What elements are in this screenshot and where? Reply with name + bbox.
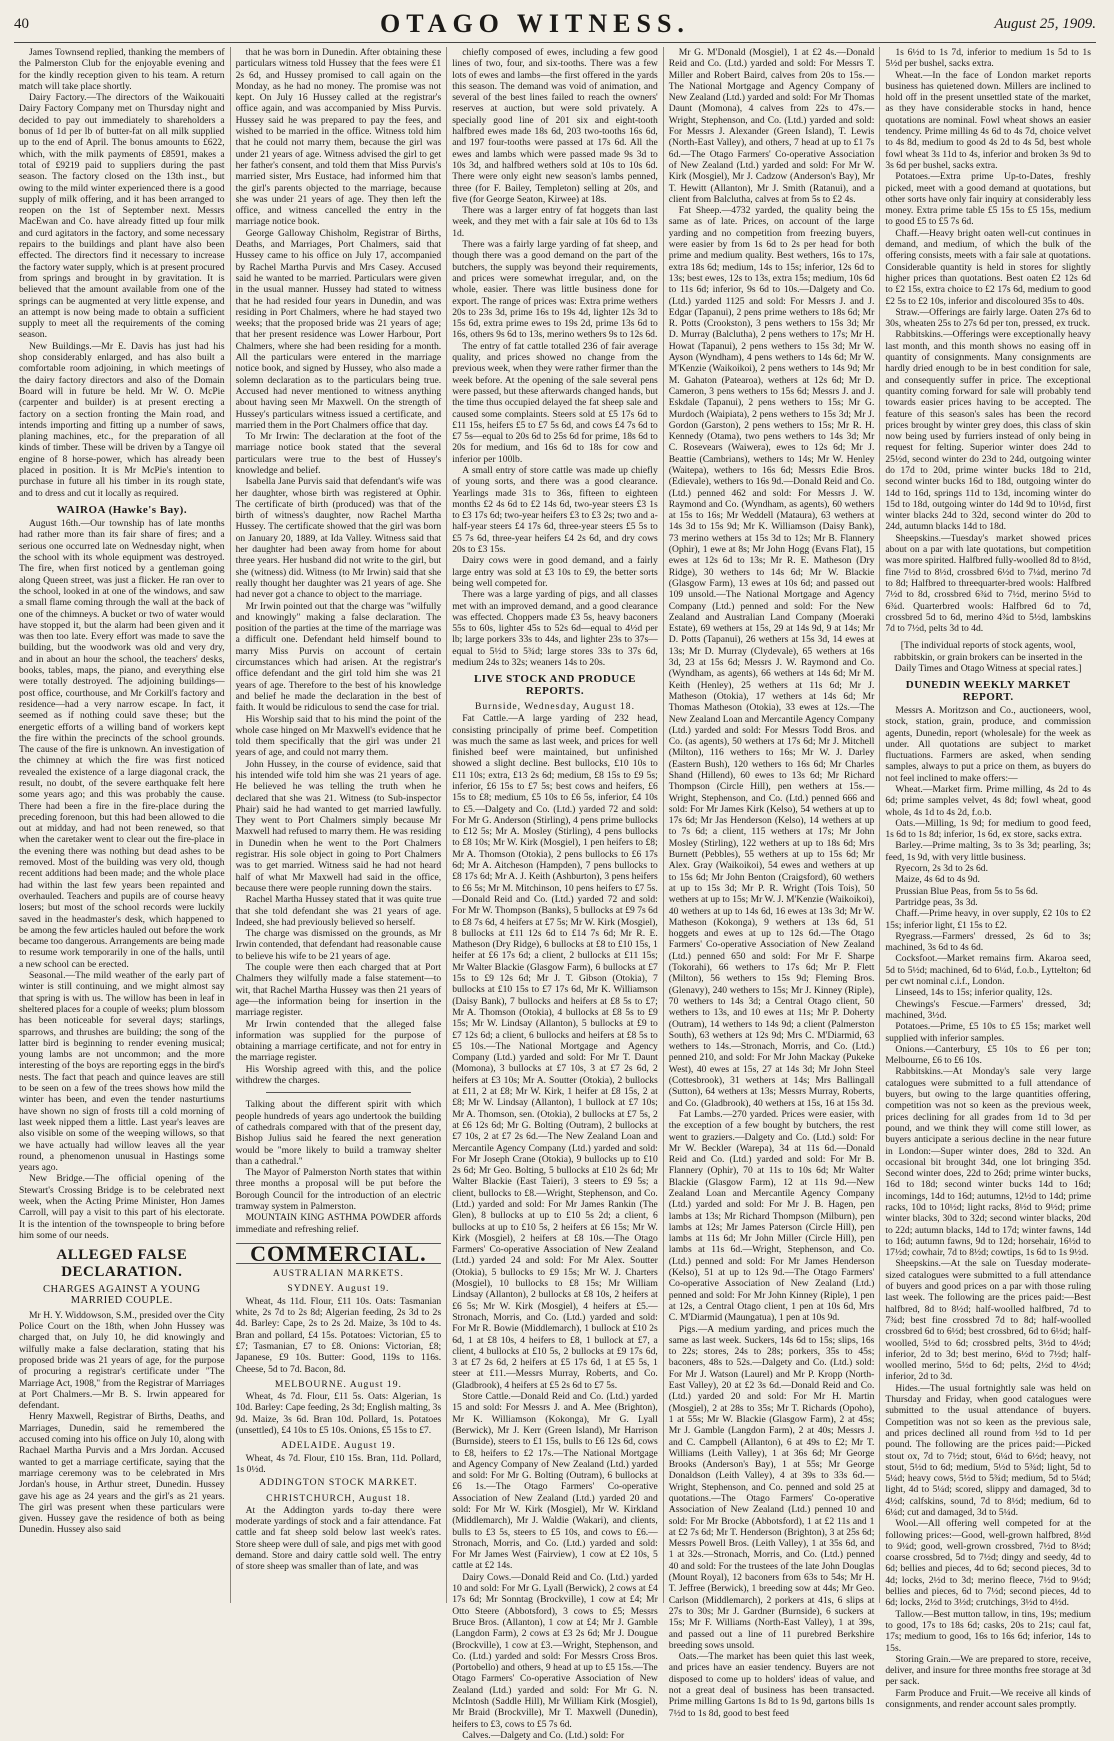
market-item: Partridge peas, 3s 3d.	[895, 896, 978, 908]
market-item: Chewings's Fescue.—Farmers' dressed, 3d; machined, 3½d.	[885, 998, 1091, 1021]
newspaper-title: OTAGO WITNESS.	[380, 9, 690, 38]
dateline: SYDNEY. August 19.	[287, 1283, 390, 1295]
article-paragraph: Dairy Factory.—The directors of the Waikouaiti Dairy Factory Company met on Thursday night and decided to pay out immediately to shareholders a bonus of 1d per lb of butter-fat on all milk supplied up to the end of April. The bonus amounts to £622, which, with the milk payments of £8591, makes a total of £9219 paid to suppliers during the past season. The factory closed on the 13th inst., but owing to the mild winter experienced there is a good supply of milk offering, and it has been arranged to reopen on the 1st of September next. Messrs MacEwan and Co. have already fitted up four milk and curd agitators in the factory, and some necessary repairs to the buildings and plant have also been effected. The directors find it necessary to increase the factory water supply, which is at present procured from springs and brought in by gravitation. It is believed that the amount available from one of the springs can be augmented at very little expense, and an attempt is now being made to obtain a sufficient supply to meet all the requirements of the coming season.	[19, 92, 225, 341]
market-item: Farm Produce and Fruit.—We receive all kinds of consignments, and render account sales promptly.	[885, 1687, 1091, 1711]
article-paragraph: Fat Sheep.—4732 yarded, the quality being the same as of late. Prices, on account of the large yarding and no competition from freezing buyers, were easier by from 1s 6d to 2s per head for both prime and medium quality. Best wethers, 16s to 17s, extra 18s 6d; medium, 14s to 15s; inferior, 12s 6d to 13s; best ewes, 12s to 13s, extra 15s; medium, 10s 6d to 11s 6d; inferior, 9s 6d to 10s.—Dalgety and Co. (Ltd.) yarded 1125 and sold: For Messrs J. and J. Edgar (Tapanui), 2 pens prime wethers to 18s 6d; Mr R. Potts (Crookston), 3 pens wethers to 15s 3d; Mr D. Murray (Balclutha), 2 pens wethers to 17s; Mr H. Howat (Tapanui), 2 pens wethers to 15s 3d; Mr W. Ayson (Wyndham), 4 pens wethers to 14s 6d; Mr W. M'Kenzie (Waikoikoi), 2 pens wethers to 14s 9d; Mr M. Gahaton (Patearoa), wethers at 12s 6d; Mr D. Cameron, 3 pens wethers to 15s 6d; Messrs J. and J. Eskdale (Tapanui), 2 pens wethers to 15s; Mr G. Murdoch (Waipiata), 2 pens wethers to 15s 3d; Mr J. Gordon (Garston), 2 pens wethers to 15s; Mr R. H. Kennedy (Otama), two pens wethers to 14s 3d; Mr C. Rosevears (Waiwera), ewes to 12s 6d; Mr J. Beattie (Cambrians), wethers to 14s; Mr W. Henley (Waitepa), wethers to 16s 6d; Messrs Edie Bros. (Edievale), wethers to 16s 9d.—Donald Reid and Co. (Ltd.) penned 462 and sold: For Messrs J. W. Raymond and Co. (Wyndham, as agents), 60 wethers at 15s to 16s; Mr Weddell (Mataura), 63 wethers at 14s 3d to 15s 9d; Mr K. Williamson (Daisy Bank), 73 merino wethers at 15s 3d to 12s; Mr B. Flannery (Ophir), 1 ewe at 8s; Mr John Hogg (Evans Flat), 15 ewes at 12s 6d to 13s; Mr R. E. Matheson (Dry Ridge), 30 wethers to 14s 6d; Mr W. Blackie (Glasgow Farm), 13 ewes at 10s 6d; and passed out 109 unsold.—The National Mortgage and Agency Company (Ltd.) penned and sold: For the New Zealand and Australian Land Company (Moeraki Estate), 69 wethers at 15s, 29 at 14s 9d, 9 at 14s; Mr D. Potts (Tapanui), 26 wethers at 15s 3d, 14 ewes at 13s; Mr D. Murray (Clydevale), 65 wethers at 16s 3d, 23 at 15s 6d; Messrs J. W. Raymond and Co. (Wyndham, as agents), 66 wethers at 14s 6d; Mr M. Keith (Henley), 25 wethers at 11s 6d; Mr J. Matheson (Otokia), 17 wethers at 14s 6d; Mr Thomas Matheson (Otokia), 33 ewes at 12s.—The New Zealand Loan and Mercantile Agency Company (Ltd.) yarded and sold: For Messrs Todd Bros. and Co. (as agents), 50 wethers at 17s 6d; Mr J. Mitchell (Milton), 116 wethers to 16s; Mr W. J. Darley (Eastern Bush), 120 wethers to 16s 6d; Mr Charles Shand (Hillend), 60 ewes to 13s 6d; Mr Richard Thompson (Circle Hill), pen wethers at 15s.—Wright, Stephenson, and Co. (Ltd.) penned 666 and sold: For Mr James Kirk (Kelso), 54 wethers at up to 17s 6d; Mr Jas Henderson (Kelso), 14 wethers at up to 7s 6d; a client, 115 wethers at 17s; Mr John Mosley (Stirling), 122 wethers at up to 18s 6d; Mrs Burnett (Pebbles), 55 wethers at up to 15s 6d; Mr Alex. Gray (Waikoikoi), 54 ewes and wethers at up to 15s 6d; Mr John Benton (Craigsford), 60 wethers at up to 15s 3d; Mr P. R. Wright (Tois Tois), 50 wethers at up to 15s; Mr W. J. M'Kenzie (Waikoikoi), 40 wethers at up to 14s 6d, 16 ewes at 13s 3d; Mr W. Matheson (Kokonga), 9 wethers at 13s 6d, 51 hoggets and ewes at up to 12s 6d.—The Otago Farmers' Co-operative Association of New Zealand (Ltd.) penned 650 and sold: For Mr F. Sharpe (Tokorahi), 66 wethers to 17s 6d; Mr P. Flett (Milton), 56 wethers to 15s 9d; Fleming Bros. (Glenavy), 240 wethers to 15s; Mr J. Kinney (Riple), 70 wethers to 14s 3d; a Central Otago client, 50 wethers to 13s, and 10 ewes at 11s; Mr P. Doherty (Outram), 14 wethers to 14s 9d; a client (Palmerston South), 63 wethers at 12s 9d; Mrs C. M'Diarmid, 63 wethers to 14s.—Stronach, Morris, and Co. (Ltd.) penned 210, and sold: For Mr John Mackay (Pukeke West), 40 ewes at 15s, 27 at 14s 3d; Mr John Steel (Cottesbrook), 31 wethers at 14s; Mrs Ballingall (Sutton), 64 wethers at 13s; Messrs Murray, Roberts, and Co. (Gladbrook), 40 wethers at 15s, 16 at 15s 3d.	[668, 205, 875, 1109]
market-item: Wheat.—Market firm. Prime milling, 4s 2d to 4s 6d; prime samples velvet, 4s 8d; fowl wheat, good whole, 4s 1d to 4s 2d, f.o.b.	[885, 784, 1091, 818]
article-paragraph: Dairy cows were in good demand, and a fairly large entry was sold at £3 10s to £9, the better sorts being well competed for.	[452, 555, 658, 589]
column-1	[14, 47, 231, 1603]
article-paragraph: His Worship agreed with this, and the police withdrew the charges.	[235, 1063, 442, 1087]
article-paragraph: The couple were then each charged that at Port Chalmers they wilfully made a false statement—to wit, that Rachel Martha Hussey was then 21 years of age—the information being for insertion in the marriage register.	[235, 962, 442, 1019]
article-paragraph: Wheat, 4s 7d. Flour, £11 5s. Oats: Algerian, 1s 10d. Barley: Cape feeding, 2s 3d; English malting, 3s 9d. Maize, 3s 6d. Bran 10d. Pollard, 1s. Potatoes (unsettled), £4 10s to £5 10s. Onions, £5 15s to £7.	[235, 1391, 442, 1437]
article-paragraph: Seasonal.—The mild weather of the early part of winter is still continuing, and we might almost say that spring is with us. The willow has been in leaf in sheltered places for a couple of weeks; plum blossom has been noticeable for several days; starlings, sparrows, and thrushes are building; the song of the latter bird is beginning to render evening musical; young lambs are not uncommon; and the more interesting of the boys are reporting eggs in the bird's nests. The fact that peach and quince leaves are still to be seen on a few of the trees shows how mild the winter has been, and even the tender nasturtiums have shown no sign of frosts till a cold morning of last week nipped them a little. Last year's leaves are also visible on some of the weeping willows, so that we have actually had willow leaves all the year round, a phenomenon unusual in Hastings some years ago.	[19, 970, 225, 1174]
article-paragraph: Henry Maxwell, Registrar of Births, Deaths, and Marriages, Dunedin, said he remembered the accused coming into his office on July 10, along with Rachael Martha Purvis and a Mrs Jordan. Accused wanted to get a marriage certificate, saying that the marriage ceremony was to be celebrated in Mrs Jordan's house, in Arthur street, Dunedin. Hussey gave his age as 24 years and the girl's as 21 years. The girl was present when these particulars were given. Hussey gave the residence of both as being Dunedin. Hussey also said	[19, 1411, 225, 1536]
article-paragraph: Pigs.—A medium yarding, and prices much the same as last week. Suckers, 14s 6d to 15s; slips, 16s to 22s; stores, 24s to 28s; porkers, 35s to 45s; baconers, 48s to 52s.—Dalgety and Co. (Ltd.) sold: For Mr J. Watson (Laurel) and Mr P. Kropp (North-East Valley), 20 at £2 3s 6d.—Donald Reid and Co. (Ltd.) yarded 20 and sold: For Mr H. Martin (Mosgiel), 2 at 28s to 35s; Mr T. Richards (Opoho), 1 at 55s; Mr W. Blackie (Glasgow Farm), 2 at 45s; Mr J. Gamble (Langdon Farm), 2 at 40s; Messrs J. and C. Campbell (Allanton), 6 at 49s to £2; Mr T. Williams (Leith Valley), 1 at 36s 6d; Mr George Brooks (Anderson's Bay), 1 at 55s; Mr George Donaldson (Leith Valley), 4 at 39s to 33s 6d.—Wright, Stephenson, and Co. penned and sold 25 at quotations.—The Otago Farmers' Co-operative Association of New Zealand (Ltd.) penned 10 and sold: For Mr Brocke (Abbotsford), 1 at £2 11s and 1 at £2 7s 6d; Mr T. Henderson (Brighton), 3 at 25s 6d; Messrs Powell Bros. (Leith Valley), 1 at 35s 6d, and 1 at 32s.—Stronach, Morris, and Co. (Ltd.) penned 40 and sold: For the trustees of the late John Douglas (Mount Royal), 12 baconers from 63s to 54s; Mr H. T. Jeffree (Berwick), 1 breeding sow at 44s; Mr Geo. Carlson (Middlemarch), 2 porkers at 41s, 6 slips at 27s to 30s; Mr J. Gardner (Burnside), 6 suckers at 15s; Mr F. Williams (North-East Valley), 1 at 39s, and passed out a line of 11 purebred Berkshire breeding sows unsold.	[668, 1323, 875, 1651]
market-item: Wool.—All offering well competed for at the following prices:—Good, well-grown halfbred, 8½d to 9¼d; good, well-grown crossbred, 7½d to 8½d; coarse crossbred, 5d to 7½d; dingy and seedy, 4d to 6d; bellies and pieces, 4d to 6d; second pieces, 3d to 4d; locks, 2½d to 3d; merino fleece, 7½d to 9½d; bellies and pieces, 6d to 7½d; second pieces, 4d to 6d; locks, 2½d to 3½d; crutchings, 3½d to 4½d.	[885, 1518, 1091, 1609]
article-paragraph: Rabbitskins.—Offerings were exceptionally heavy last month, and this month shows no easing off in quantity of consignments. Many consignments are hardly dried enough to be in best condition for sale, and consequently suffer in price. The exceptional quantity coming forward for sale will probably tend towards easier prices having to be accepted. The feature of this season's sales has been the record prices brought by winter grey does, this class of skin now being used by furriers instead of only being in request for felting. Superior winter does 24d to 25½d, second winter do 23d to 24d, outgoing winter do 17d to 20d, prime winter bucks 18d to 21d, second winter bucks 16d to 18d, outgoing winter do 14d to 16d, springs 11d to 13d, incoming winter do 15d to 18d, outgoing winter do 14d 9d to 10½d, first winter blacks 24d to 32d, second winter do 20d to 24d, autumn blacks 14d to 18d.	[885, 329, 1091, 533]
article-paragraph: At the Addington yards to-day there were moderate yardings of stock and a fair attendance. Fat cattle and fat sheep sold below last week's rates. Store sheep were dull of sale, and pigs met with good demand. Store and dairy cattle sold well. The entry of store sheep was smaller than of late, and was	[235, 1504, 442, 1573]
article-paragraph: Fat Lambs.—270 yarded. Prices were easier, with the exception of a few bought by butchers, the rest went to graziers.—Dalgety and Co. (Ltd.) sold: For Mr W. Beckler (Warepa), 34 at 11s 6d.—Donald Reid and Co. (Ltd.) yarded and sold: For Mr B. Flannery (Ophir), 70 at 11s to 10s 6d; Mr Walter Blackie (Glasgow Farm), 12 at 11s 9d.—New Zealand Loan and Mercantile Agency Company (Ltd.) yarded and sold: For Mr J. B. Hagen, pen lambs at 13s; Mr Richard Thompson (Milburn), pen lambs at 12s; Mr James Paterson (Circle Hill), pen lambs at 11s 6d; Mr John Miller (Circle Hill), pen lambs at 11s 6d.—Wright, Stephenson, and Co. (Ltd.) penned and sold: For Mr James Henderson (Kelso), 51 at up to 12s 9d.—The Otago Farmers' Co-operative Association of New Zealand (Ltd.) penned and sold: For Mr John Kinney (Riple), 1 pen at 12s, a Central Otago client, 1 pen at 10s 6d, Mrs C. M'Diarmid (Maungatua), 1 pen at 10s 9d.	[668, 1108, 875, 1324]
article-paragraph: August 16th.—Our township has of late months had rather more than its fair share of fires; and a serious one occurred late on Wednesday night, when the school with its whole equipment was destroyed. The fire, when first noticed by a gentleman going along Queen street, was just a flicker. He ran over to the school, looked in at one of the windows, and saw a small flame coming through the wall at the back of one of the chimneys. A bucket or two of water would have stopped it, but the alarm had been given and it was then too late. Every effort was made to save the building, but the woodwork was old and very dry, and in about an hour the school, the teachers' desks, books, tables, maps, the piano, and everything else were totally destroyed. The adjoining buildings—post office, courthouse, and Mr Corkill's factory and residence—had a very narrow escape. In fact, it seemed as if nothing could save these; but the energetic efforts of a willing band of workers kept the fire within the precincts of the school grounds. The cause of the fire is unknown. An investigation of the chimney at which the fire was first noticed revealed the existence of a large diagonal crack, the result, no doubt, of the severe earthquake felt here some years ago; and this was probably the cause. There had been a fire in the fire-place during the preceding forenoon, but this had been allowed to die out at midday, and had not been renewed, so that when the caretaker went to clear out the fire-place in the evening there was nothing but dead ashes to be removed. Most of the building was very old, though recent additions had been made; and the whole place had within the last few years been repainted and overhauled. Teachers and pupils are of course heavy losers; but most of the school records were luckily saved in the headmaster's desk, which happened to be among the few articles hauled out before the work became too dangerous. Arrangements are being made to resume work temporarily in one of the halls, until a new school can be erected.	[19, 518, 225, 970]
page-number: 40	[14, 15, 29, 32]
issue-date: August 25, 1909.	[994, 15, 1096, 32]
dateline: MELBOURNE. August 19.	[274, 1378, 402, 1390]
market-item: Potatoes.—Prime, £5 10s to £5 15s; market well supplied with inferior samples.	[885, 1021, 1091, 1044]
columns	[14, 47, 1096, 1741]
market-item: Onions.—Canterbury, £5 10s to £6 per ton; Melbourne, £6 to £6 10s.	[885, 1043, 1091, 1067]
market-item: Maize, 4s 6d to 4s 9d.	[895, 874, 980, 886]
article-paragraph: Isabella Jane Purvis said that defendant's wife was her daughter, whose birth was registered at Ophir. The certificate of birth (produced) was that of the birth of witness's daughter, now Rachel Martha Hussey. The certificate showed that the girl was born on January 20, 1889, at Ida Valley. Witness said that her daughter had been away from home for about three years. Her husband did not write to the girl, but she (witness) did. Witness (to Mr Irwin) said that she really thought her daughter was 21 years of age. She had never got a chance to object to the marriage.	[235, 476, 442, 601]
article-paragraph: Mr Irwin contended that the alleged false information was supplied for the purpose of obtaining a marriage certificate, and not for entry in the marriage register.	[235, 1018, 442, 1064]
article-paragraph: His Worship said that to his mind the point of the whole case hinged on Mr Maxwell's evidence that he told them specifically that the girl was under 21 years of age, and could not marry them.	[235, 713, 442, 759]
article-paragraph: chiefly composed of ewes, including a few good lines of two, four, and six-tooths. There was a few lots of ewes and lambs—the first offered in the yards this season. The demand was void of animation, and several of the best lines failed to reach the owners' reserves at auction, but were sold privately. A specially good line of 201 six and eight-tooth halfbred ewes made 18s 6d, 203 two-tooths 16s 6d, and 197 four-tooths were passed at 17s 6d. All the ewes and lambs which were passed made 9s 3d to 10s 3d, and halfbred wethers sold at 10s to 10s 6d. There were only eight new season's lambs penned, three (for F. Bailey, Templeton) selling at 20s, and five (for George Seaton, Kirwee) at 18s.	[452, 47, 658, 205]
column-4	[664, 47, 881, 1719]
article-paragraph: The entry of fat cattle totalled 236 of fair average quality, and prices showed no change from the previous week, when they were rather firmer than the week before. At the opening of the sale several pens were passed, but these afterwards changed hands, but the time thus occupied delayed the fat sheep sale and caused some complaints. Steers sold at £5 17s 6d to £11 15s, heifers £5 to £7 5s 6d, and cows £4 7s 6d to £7 5s—equal to 20s 6d to 25s 6d for prime, 18s 6d to 20s for medium, and 16s 6d to 18s for cow and inferior per 100lb.	[452, 340, 658, 465]
article-paragraph: There was a large yarding of pigs, and all classes met with an improved demand, and a good clearance was effected. Choppers made £3 5s, heavy baconers 55s to 60s, lighter 45s to 52s 6d—equal to 4½d per lb; large porkers 33s to 44s, and lighter 23s to 37s—equal to 5½d to 5¾d; large stores 33s to 37s 6d, medium 24s to 32s; weaners 14s to 20s.	[452, 589, 658, 669]
dateline: CHRISTCHURCH, August 18.	[266, 1492, 411, 1504]
section-heading: WAIROA (Hawke's Bay).	[56, 503, 188, 516]
column-5	[880, 47, 1096, 1711]
market-item: Storing Grain.—We are prepared to store, receive, deliver, and insure for three months free storage at 3d per sack.	[885, 1653, 1091, 1688]
article-paragraph: George Galloway Chisholm, Registrar of Births, Deaths, and Marriages, Port Chalmers, said that Hussey came to his office on July 17, accompanied by Rachel Martha Purvis and Mrs Casey. Accused said he wanted to be married. Particulars were given in the usual manner. Hussey had stated to witness that he had resided four years in Dunedin, and was residing in Port Chalmers, where he had stayed two weeks; that the proposed bride was 21 years of age; that her present residence was Lower Harbour, Port Chalmers, where she had been residing for a month. All the particulars were entered in the marriage notice book, and signed by Hussey, who also made a solemn declaration as to the particulars being true. Accused had never mentioned to witness anything about having seen Mr Maxwell. On the strength of Hussey's particulars witness issued a certificate, and married them in the Port Chalmers office that day.	[235, 227, 442, 431]
article-paragraph: John Hussey, in the course of evidence, said that his intended wife told him she was 21 years of age. He believed he was telling the truth when he declared that she was 21. Witness (to Sub-inspector Phair) said he had wanted to get married lawfully. They went to Port Chalmers simply because Mr Maxwell had refused to marry them. He was residing in Dunedin when he went to the Port Chalmers registrar. His sole object in going to Port Chalmers was to get married. Witness said he had not heard half of what Mr Maxwell had said in the office, because there were people running down the stairs.	[235, 758, 442, 894]
article-paragraph: Mr H. Y. Widdowson, S.M., presided over the City Police Court on the 18th, when John Hussey was charged that, on July 10, he did knowingly and wilfully make a false declaration, stating that his proposed bride was 21 years of age, for the purpose of procuring a registrar's certificate under "The Marriage Act, 1908," from the Registrar of Marriages at Port Chalmers.—Mr B. S. Irwin appeared for defendant.	[19, 1309, 225, 1412]
article-paragraph: Wheat, 4s 7d. Flour, £10 15s. Bran, 11d. Pollard, 1s 0½d.	[235, 1452, 442, 1475]
article-paragraph: Potatoes.—Extra prime Up-to-Dates, freshly picked, meet with a good demand at quotations, but other sorts have only fair inquiry at considerably less money. Extra prime table £5 15s to £5 15s, medium to good £5 to £5 7s 6d.	[885, 171, 1091, 228]
market-item: Ryegrass.—Farmers' dressed, 2s 6d to 3s; machined, 3s 6d to 4s 6d.	[885, 930, 1091, 954]
section-heading: LIVE STOCK AND PRODUCE REPORTS.	[473, 673, 637, 697]
market-item: Ryecorn, 2s 3d to 2s 6d.	[895, 863, 988, 875]
article-paragraph: Dairy Cows.—Donald Reid and Co. (Ltd.) yarded 10 and sold: For Mr G. Lyall (Berwick), 2 cows at £4 17s 6d; Mr Sonntag (Brockville), 1 cow at £4; Mr Otto Steere (Abbotsford), 3 cows to £5; Messrs Bruce Bros. (Allanton), 1 cow at £4; Mr J. Gamble (Langdon Farm), 2 cows at £3 2s 6d; Mr J. Dougue (Brockville), 1 cow at £3.—Wright, Stephenson, and Co. (Ltd.) yarded and sold: For Messrs Cross Bros. (Portobello) and others, 9 head at up to £5 15s.—The Otago Farmers' Co-operative Association of New Zealand (Ltd.) yarded and sold: For Mr G. N. McIntosh (Saddle Hill), Mr William Kirk (Mosgiel), Mr Braid (Brockville), Mr T. Maxwell (Dunedin), heifers to £3, cows to £5 7s 6d.	[452, 1571, 658, 1730]
market-item: Hides.—The usual fortnightly sale was held on Thursday and Friday, when good catalogues were submitted to the usual attendance of buyers. Competition was not so keen as the previous sale, and prices declined all round from ½d to 1d per pound. The following are the prices paid:—Picked stout ox, 7d to 7½d; stout, 6¼d to 6½d; heavy, not stout, 5½d to 6d; medium, 5½d to 5¾d; light, 5d to 5¼d; heavy cows, 5½d to 5¾d; medium, 5d to 5¼d; light, 4d to 5¼d; scored, slippy and damaged, 3d to 4½d; calfskins, sound, 7d to 8½d; medium, 6d to 6¼d; cut and damaged, 3d to 5¼d.	[885, 1382, 1091, 1518]
article-paragraph: Mr Irwin pointed out that the charge was "wilfully and knowingly" making a false declaration. The position of the parties at the time of the marriage was a difficult one. Defendant held himself bound to marry Miss Purvis on account of certain circumstances which had arisen. At the registrar's office defendant and the girl told him she was 21 years of age. Therefore to the best of his knowledge and belief he made the declaration in the best of faith. It would be ridiculous to send the case for trial.	[235, 600, 442, 714]
dateline: ADELAIDE. August 19.	[280, 1440, 396, 1452]
section-subheading: AUSTRALIAN MARKETS.	[272, 1268, 404, 1280]
article-paragraph: A small entry of store cattle was made up chiefly of young sorts, and there was a good clearance. Yearlings made 31s to 36s, fifteen to eighteen months £2 4s 6d to £2 14s 6d, two-year steers £3 1s to £3 17s 6d; two-year heifers £3 to £3 2s; two and a-half-year steers £4 17s 6d, three-year steers £5 5s to £5 7s 6d, three-year heifers £4 2s 6d, and dry cows 20s to £3 15s.	[452, 464, 658, 556]
masthead	[14, 6, 1096, 43]
article-paragraph: Straw.—Offerings are fairly large. Oaten 27s 6d to 30s, wheaten 25s to 27s 6d per ton, pressed, ex truck.	[885, 306, 1091, 330]
market-item: Cocksfoot.—Market remains firm. Akaroa seed, 5d to 5½d; machined, 6d to 6¼d, f.o.b., Lyttelton; 6d per cwt nominal c.i.f., London.	[885, 953, 1091, 988]
article-paragraph: The Mayor of Palmerston North states that within three months a proposal will be put before the Borough Council for the introduction of an electric tramway system in Palmerston.	[235, 1167, 442, 1212]
article-paragraph: Oats.—The market has been quiet this last week, and prices have an easier tendency. Buyers are not disposed to come up to holders' ideas of value, and not a great deal of business has been transacted. Prime milling Gartons 1s 8d to 1s 9d, gartons bills 1s 7½d to 1s 8d, good to best feed	[668, 1651, 875, 1719]
article-paragraph: New Bridge.—The official opening of the Stewart's Crossing Bridge is to be celebrated next week, when the Acting Prime Minister, Hon James Carroll, will pay a visit to this part of his electorate. It is the intention of the townspeople to bring before him some of our needs.	[19, 1173, 225, 1241]
article-paragraph: The charge was dismissed on the grounds, as Mr Irwin contended, that defendant had reasonable cause to believe his wife to be 21 years of age.	[235, 928, 442, 962]
divider	[266, 1092, 412, 1093]
article-paragraph: Mr G. M'Donald (Mosgiel), 1 at £2 4s.—Donald Reid and Co. (Ltd.) yarded and sold: For Messrs T. Miller and Robert Baird, calves from 20s to 15s.—The National Mortgage and Agency Company of New Zealand (Ltd.) yarded and sold: For Mr Thomas Daunt (Momona), 4 calves from 22s to 47s.—Wright, Stephenson, and Co. (Ltd.) yarded and sold: For Messrs J. Alexander (Green Island), T. Lewis (North-East Valley), and others, 7 head at up to £1 7s 6d.—The Otago Farmers' Co-operative Association of New Zealand (Ltd.) yarded and sold: For Mr W. Kirk (Mosgiel), Mr J. Cadzow (Anderson's Bay), Mr T. Hewitt (Allanton), Mr J. Smith (Ratanui), and a client from Balclutha, calves at from 5s to £2 4s.	[668, 47, 875, 205]
article-paragraph: There was a larger entry of fat hoggets than last week, and they met with a fair sale at 10s 6d to 13s 1d.	[452, 205, 658, 239]
article-paragraph: Messrs A. Moritzson and Co., auctioneers, wool, stock, station, grain, produce, and commission agents, Dunedin, report (wholesale) for the week as under. All quotations are subject to market fluctuations. Farmers are asked, when sending samples, always to put a price on them, as buyers do not feel inclined to make offers:—	[885, 704, 1091, 784]
editorial-note: [The individual reports of stock agents, wool, rabbitskin, or grain brokers can be inserted in the Daily Times and Otago Witness at special rates.]	[893, 640, 1083, 675]
article-paragraph: Rachel Martha Hussey stated that it was quite true that she told defendant she was 21 years of age. Indeed, she had previously believed so herself.	[235, 894, 442, 928]
section-subheading: ADDINGTON STOCK MARKET.	[259, 1477, 418, 1489]
dateline: Burnside, Wednesday, August 18.	[474, 700, 635, 712]
market-item: Sheepskins.—At the sale on Tuesday moderate-sized catalogues were submitted to a full attendance of buyers and good prices on a par with those ruling last week. The following are the prices paid:—Best halfbred, 8d to 8½d; half-woolled halfbred, 7d to 7¾d; best fine crossbred 7d to 8d; half-woolled crossbred 6d to 6½d; best crossbred, 6d to 6½d; half-woolled, 5½d to 6d; crossbred pelts, 3½d to 4½d; inferior, 2d to 3d; best merino, 6½d to 7½d; half-woolled merino, 5½d to 6d; pelts, 2½d to 4½d; inferior, 2d to 3d.	[885, 1258, 1091, 1383]
market-item: Linseed, 14s to 15s; inferior quality, 12s.	[895, 987, 1053, 999]
article-paragraph: Wheat.—In the face of London market reports business has quietened down. Millers are inclined to hold off in the present unsettled state of the market, as they have considerable stocks in hand, hence quotations are nominal. Fowl wheat shows an easier tendency. Prime milling 4s 6d to 4s 7d, choice velvet to 4s 8d, medium to good 4s 2d to 4s 5d, best whole fowl wheat 3s 11d to 4s, inferior and broken 3s 9d to 3s 6d per bushel, sacks extra.	[885, 69, 1091, 171]
article-headline: ALLEGED FALSE DECLARATION.	[56, 1247, 188, 1281]
article-paragraph: Store Cattle.—Donald Reid and Co. (Ltd.) yarded 15 and sold: For Messrs J. and A. Mee (Brighton), Mr K. Williamson (Kokonga), Mr G. Lyall (Berwick), Mr J. Kerr (Green Island), Mr Harrison (Burnside), steers to £1 15s, bulls to £6 12s 6d, cows to £8, heifers to £2 17s.—The National Mortgage and Agency Company of New Zealand (Ltd.) yarded and sold: For Mr G. Bolting (Outram), 6 bullocks at £6 1s.—The Otago Farmers' Co-operative Association of New Zealand (Ltd.) yarded 20 and sold: For Mr W. Kirk (Mosgiel), Mr W. Kirkland (Middlemarch), Mr J. Waldie (Wakari), and clients, bulls to £3 5s, steers to £5 10s, and cows to £6.—Stronach, Morris, and Co. (Ltd.) yarded and sold: For Mr James West (Fairview), 1 cow at £2 10s, 5 cattle at £2 14s.	[452, 1391, 658, 1572]
market-item: Tallow.—Best mutton tallow, in tins, 19s; medium to good, 17s to 18s 6d; casks, 20s to 21s; caul fat, 17s; medium to good, 16s to 16s 6d; inferior, 14s to 15s.	[885, 1608, 1091, 1654]
article-paragraph: Sheepskins.—Tuesday's market showed prices about on a par with late quotations, but competition was more spirited. Halfbred fully-woolled 8d to 8½d, fine 7½d to 8½d, crossbred 6½d to 7¼d, merino 7d to 8d; Halfbred to threequarter-bred wools: Halfbred 7½d to 8d, crossbred 6¾d to 7½d, merino 5½d to 6¾d. Quarterbred wools: Halfbred 6d to 7d, crossbred 5d to 6d, merino 4¾d to 5½d, lambskins 7d to 7½d, pelts 3d to 4d.	[885, 532, 1091, 635]
article-paragraph: Fat Cattle.—A large yarding of 232 head, consisting principally of prime beef. Competition was much the same as last week, and prices for well finished beef were maintained, but unfinished showed a slight decline. Best bullocks, £10 10s to £11 10s; extra, £13 2s 6d; medium, £8 15s to £9 5s; inferior, £6 15s to £7 5s; best cows and heifers, £6 15s to £8; medium, £5 10s to £6 5s, inferior, £4 10s to £5.—Dalgety and Co. (Ltd.) yarded 72 and sold: For Mr G. Anderson (Stirling), 4 pens prime bullocks to £12 5s; Mr A. Mosley (Stirling), 4 pens bullocks to £8 10s; Mr W. Kirk (Mosgiel), 1 pen heifers to £8; Mr A. Thomson (Otokia), 2 pens bullocks to £6 17s 6d; Mr A. Aitcheson (Hampden), 7 pens bullocks to £8 17s 6d; Mr A. J. Keith (Ashburton), 3 pens heifers to £6 5s; Mr M. Mitchinson, 10 pens heifers to £7 5s.—Donald Reid and Co. (Ltd.) yarded 72 and sold: For Mr W. Thompson (Banks), 5 bullocks at £9 7s 6d to £8 7s 6d, 4 heifers at £7 5s; Mr W. Kirk (Mosgiel), 8 bullocks at £11 12s 6d to £14 7s 6d; Mr R. E. Matheson (Dry Ridge), 6 bullocks at £8 to £10 15s, 1 heifer at £6 17s 6d; a client, 2 bullocks at £11 15s; Mr Walter Blackie (Glasgow Farm), 6 bullocks at £7 15s to £9 12s 6d; Mr J. T. Gibson (Otokia), 7 bullocks at £10 15s to £7 17s 6d, Mr K. Williamson (Daisy Bank), 7 bullocks and heifers at £8 5s to £7; Mr A. Thomson (Otokia), 4 bullocks at £8 5s to £9 15s; Mr W. Lindsay (Allanton), 5 bullocks at £9 to £7 12s 6d; a client, 6 bullocks and heifers at £8 5s to £5 10s.—The National Mortgage and Agency Company (Ltd.) yarded and sold: For Mr T. Daunt (Momona), 3 bullocks at £7 10s, 3 at £7 2s 6d, 2 heifers at £3 10s; Mr A. Soutter (Otokia), 2 bullocks at £11, 2 at £8; Mr W. Kirk, 1 heifer at £8 15s, 2 at £8; Mr W. Lindsay (Allanton), 1 bullock at £7 10s; Mr A. Thomson, sen. (Otokia), 2 bullocks at £7 5s, 2 at £6 12s 6d; Mr G. Bolting (Outram), 2 bullocks at £7 10s, 2 at £7 2s 6d.—The New Zealand Loan and Mercantile Agency Company (Ltd.) yarded and sold: For Mr Joseph Crane (Otokia), 9 bullocks up to £10 2s 6d; Mr Geo. Bolting, 5 bullocks at £10 2s 6d; Mr Walter Blackie (East Taieri), 3 steers to £9 5s; a client, bullocks to £8.—Wright, Stephenson, and Co. (Ltd.) yarded and sold: For Mr James Rankin (The Glen), 8 bullocks at up to £10 5s 2d; a client, 6 bullocks at up to £10 5s, 2 heifers at £6 15s; Mr W. Kirk (Mosgiel), 2 heifers at £8 10s.—The Otago Farmers' Co-operative Association of New Zealand (Ltd.) yarded 24 and sold: For Mr Alex. Soutter (Otokia), 5 bullocks to £9 15s; Mr W. J. Charters (Mosgiel), 10 bullocks to £8 15s; Mr William Lindsay (Allanton), 2 bullocks at £8 10s, 2 heifers at £6 5s; Mr W. Kirk (Mosgiel), 4 heifers at £5.—Stronach, Morris, and Co. (Ltd.) yarded and sold: For Mr R. Bowie (Middlemarch), 1 bullock at £10 2s 6d, 1 at £8 10s, 4 heifers to £8, 1 bullock at £7, a client, 4 bullocks at £10 5s, 2 bullocks at £9 17s 6d, 3 at £7 2s 6d, 2 heifers at £5 17s 6d, 1 at £5 5s, 1 steer at £11.—Messrs Murray, Roberts, and Co. (Gladbrook), 4 heifers at £5 2s 6d to £7 5s.	[452, 713, 658, 1391]
article-paragraph: Wheat, 4s 11d. Flour, £11 10s. Oats: Tasmanian white, 2s 7d to 2s 8d; Algerian feeding, 2s 3d to 2s 4d. Barley: Cape, 2s to 2s 2d. Maize, 3s 10d to 4s. Bran and pollard, £4 15s. Potatoes: Victorian, £5 to £7; Tasmanian, £7 to £8. Onions: Victorian, £8; Japanese, £9 10s. Butter: Good, 119s to 116s. Cheese, 5d to 7d. Bacon, 8d.	[235, 1295, 442, 1375]
market-item: Oats.—Milling, 1s 9d; for medium to good feed, 1s 6d to 1s 8d; inferior, 1s 6d, ex store, sacks extra.	[885, 817, 1091, 841]
advertisement-text: MOUNTAIN KING ASTHMA POWDER affords immediate and refreshing relief.	[235, 1212, 442, 1235]
article-paragraph: 1s 6½d to 1s 7d, inferior to medium 1s 5d to 1s 5½d per bushel, sacks extra.	[885, 47, 1091, 70]
article-paragraph: James Townsend replied, thanking the members of the Palmerston Club for the enjoyable evening and for the kindly reception given to his team. A return match will take place shortly.	[19, 47, 225, 92]
section-heading: DUNEDIN WEEKLY MARKET REPORT.	[905, 679, 1071, 703]
article-paragraph: New Buildings.—Mr E. Davis has just had his shop considerably enlarged, and has also built a comfortable room adjoining, in which meetings of the dairy factory directors and also of the Domain Board will in future be held. Mr W. O. McPie (carpenter and builder) is at present erecting a factory on a section fronting the Main road, and intends importing and fitting up a number of saws, planing machines, etc., for the preparation of all kinds of timber. These will be driven by a Tangye oil engine of 8 horse-power, which has already been placed in position. It is Mr McPie's intention to purchase in future all his timber in its rough state, and to dress and cut it locally as required.	[19, 340, 225, 499]
article-paragraph: Chaff.—Heavy bright oaten well-cut continues in demand, and medium, of which the bulk of the offering consists, meets with a fair sale at quotations. Considerable quantity is held in stores for slightly higher prices than quotations. Best oaten £2 12s 6d to £2 15s, extra choice to £2 17s 6d, medium to good £2 5s to £2 10s, inferior and discoloured 35s to 40s.	[885, 227, 1091, 307]
commercial-heading: COMMERCIAL.	[236, 1243, 442, 1264]
article-subheading: CHARGES AGAINST A YOUNG MARRIED COUPLE.	[42, 1284, 201, 1307]
article-paragraph: To Mr Irwin: The declaration at the foot of the marriage notice book stated that the several particulars were true to the best of Hussey's knowledge and belief.	[235, 431, 442, 476]
article-paragraph: that he was born in Dunedin. After obtaining these particulars witness told Hussey that the fees were £1 2s 6d, and Hussey promised to call again on the Monday, as he had no money. The promise was not kept. On July 16 Hussey called at the registrar's office again, and was accompanied by Miss Purvis. Hussey said he was prepared to pay the fees, and wished to be married in the office. Witness told him that he could not marry them, because the girl was under 21 years of age. Witness advised the girl to get her father's consent, and told them that Miss Purvis's married sister, Mrs Eustace, had informed him that the girl's parents objected to the marriage, because she was under 21 years of age. They then left the office, and witness cancelled the entry in the marriage notice book.	[235, 47, 442, 228]
column-2	[231, 47, 448, 1603]
article-paragraph: Calves.—Dalgety and Co. (Ltd.) sold: For	[462, 1729, 625, 1741]
article-paragraph: There was a fairly large yarding of fat sheep, and though there was a good demand on the part of the butchers, the supply was beyond their requirements, and prices were somewhat irregular, and, on the whole, easier. There was little business done for export. The range of prices was: Extra prime wethers 20s to 23s 3d, prime 16s to 19s 4d, lighter 12s 3d to 15s 6d, extra prime ewes to 19s 2d, prime 13s 6d to 16s, others 9s 6d to 13s, merino wethers 9s to 12s 6d.	[452, 239, 658, 341]
market-item: Prussian Blue Peas, from 5s to 5s 6d.	[895, 885, 1038, 897]
market-item: Chaff.—Prime heavy, in over supply, £2 10s to £2 15s; inferior light, £1 15s to £2.	[885, 908, 1091, 931]
article-paragraph: Talking about the different spirit with which people hundreds of years ago undertook the building of cathedrals compared with that of the present day, Bishop Julius said he feared the next generation would be "more likely to build a tramway shelter than a cathedral."	[235, 1099, 442, 1167]
column-3	[447, 47, 664, 1741]
market-item: Barley.—Prime malting, 3s to 3s 3d; pearling, 3s; feed, 1s 9d, with very little business.	[885, 840, 1091, 863]
market-item: Rabbitskins.—At Monday's sale very large catalogues were submitted to a full attendance of buyers, but owing to the large quantities offering, competition was not so keen as the previous week, prices declining for all grades from 1d to 3d per pound, and we think they will come still lower, as buyers anticipate a serious decline in the near future in London:—Super winter does, 28d to 32d. An occasional bit brought 34d, one lot bringing 35d. Second winter does, 22d to 26d; prime winter bucks, 16d to 18d; second winter bucks 14d to 16d; incomings, 14d to 16d; autumns, 12½d to 14d; prime racks, 10d to 10½d; light racks, 8½d to 9½d; prime winter blacks, 30d to 32d; second winter blacks, 20d to 22d; autumn blacks, 14d to 17d; winter fawns, 14d to 16d; autumn fawns, 9d to 12d; horsehair, 16½d to 17½d; cowhair, 7d to 8½d; cowtips, 1s 6d to 1s 9½d.	[885, 1066, 1091, 1259]
